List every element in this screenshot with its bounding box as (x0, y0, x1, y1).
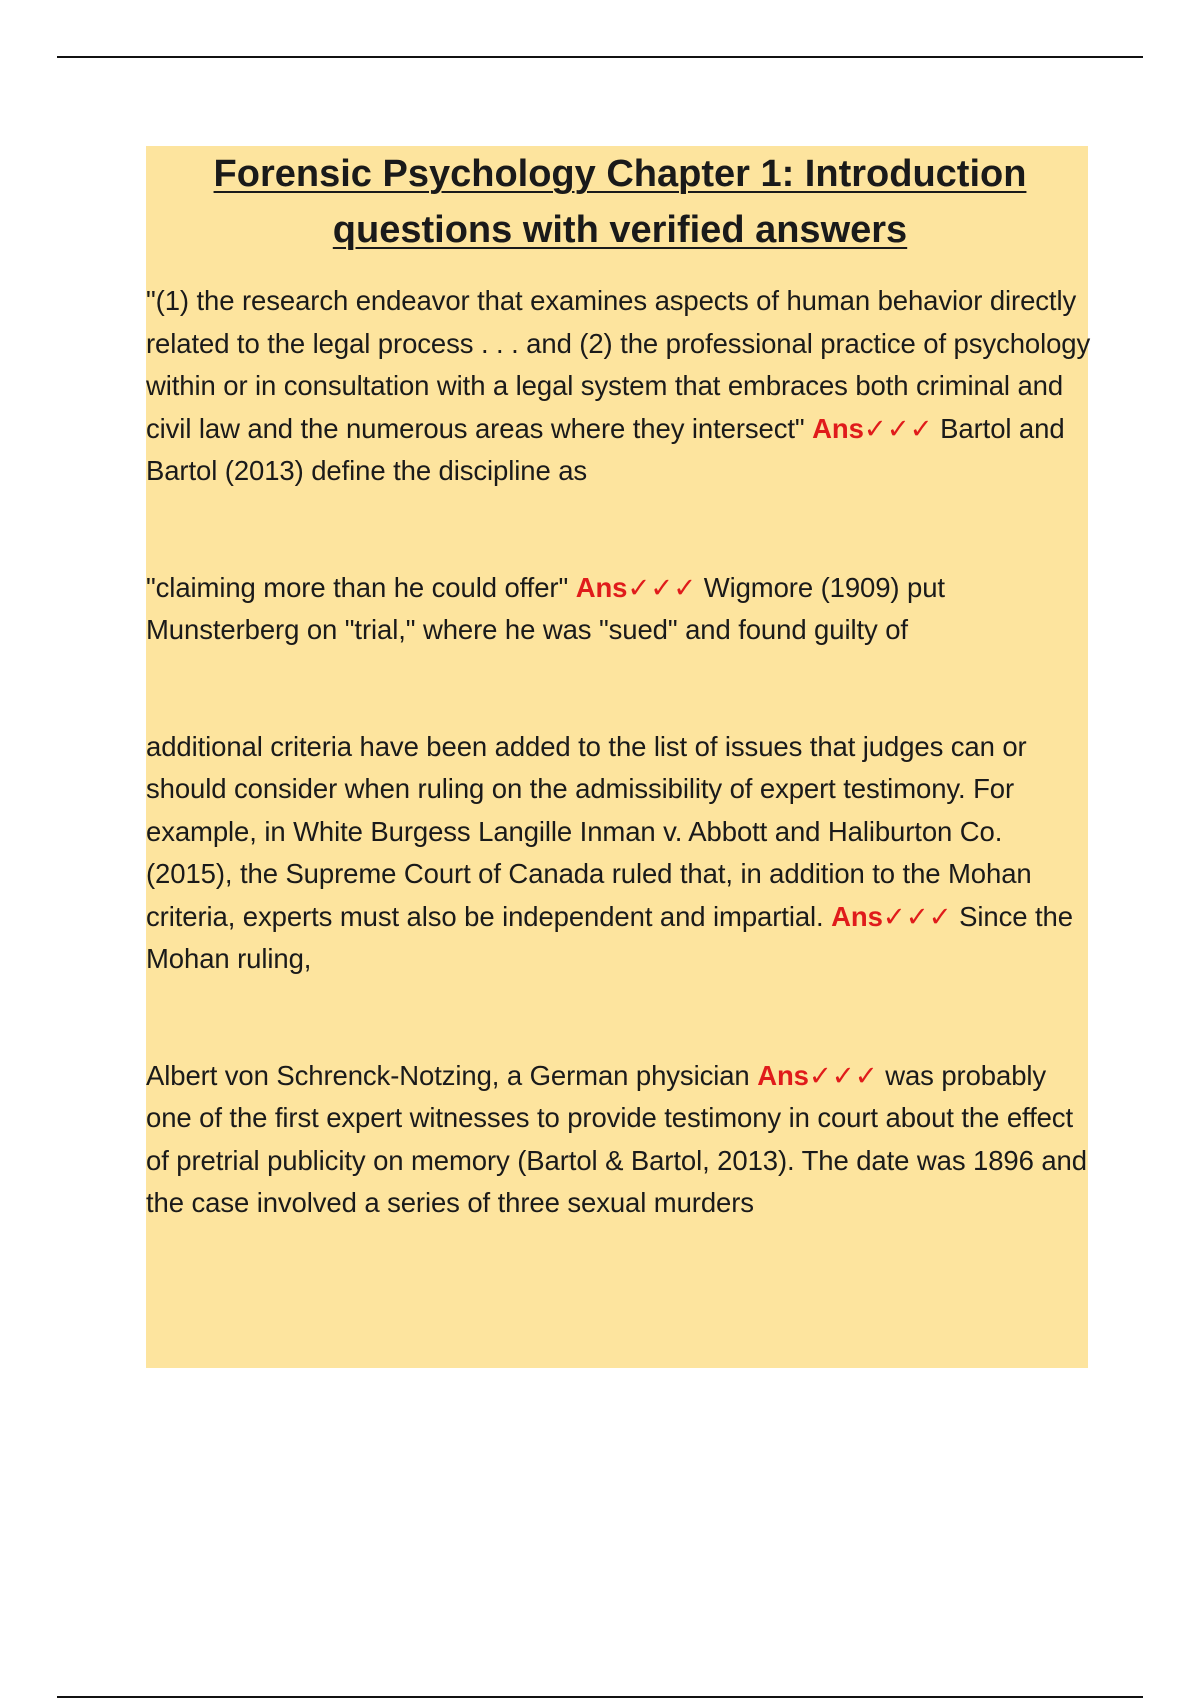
qa-item-4 (146, 1055, 1094, 1225)
document-body (146, 146, 1094, 1225)
answer-label: Ans (831, 900, 883, 932)
answer-marker (576, 572, 696, 603)
qa-item-3 (146, 726, 1094, 981)
question-text: Albert von Schrenck-Notzing, a German physician (146, 1059, 750, 1091)
page-title-line-2: questions with verified answers (332, 209, 908, 251)
answer-label: Ans (575, 571, 628, 603)
question-text: "(1) the research endeavor that examines aspects of human behavior directly related to the legal process . . . and (2) the professional practice of psychology within or in consultation with a legal system that embraces both criminal and civil law and the numerous areas where they intersect" (146, 285, 1091, 444)
check-icon: ✓✓✓ (627, 571, 697, 603)
check-icon: ✓✓✓ (808, 1059, 878, 1091)
answer-marker (757, 1060, 877, 1091)
footer-rule (57, 1696, 1143, 1698)
header-rule (57, 56, 1143, 58)
answer-marker (831, 901, 951, 932)
answer-text: Wigmore (1909) put Munsterberg on "trial," where he was "sued" and found guilty of (146, 571, 945, 645)
answer-marker (812, 413, 932, 444)
check-icon: ✓✓✓ (882, 900, 952, 932)
question-text: "claiming more than he could offer" (146, 571, 569, 603)
page-title-line-1: Forensic Psychology Chapter 1: Introduction (213, 153, 1027, 195)
answer-text: Bartol and Bartol (2013) define the discipline as (146, 412, 1065, 486)
answer-label: Ans (812, 412, 864, 444)
answer-label: Ans (757, 1059, 809, 1091)
question-text: additional criteria have been added to the list of issues that judges can or should consider when ruling on the admissibility of expert testimony. For example, in White Burgess Langille Inman v. Abbott and Haliburton Co. (2015), the Supreme Court of Canada ruled that, in addition to the Mohan criteria, experts must also be independent and impartial. (146, 730, 1032, 932)
answer-text: was probably one of the first expert witnesses to provide testimony in court about the effect of pretrial publicity on memory (Bartol & Bartol, 2013). The date was 1896 and the case involved a series of three sexual murders (146, 1059, 1087, 1218)
answer-text: Since the Mohan ruling, (146, 900, 1073, 974)
page-title (146, 146, 1094, 258)
qa-item-2 (146, 567, 1094, 652)
check-icon: ✓✓✓ (863, 412, 933, 444)
qa-item-1 (146, 280, 1094, 493)
